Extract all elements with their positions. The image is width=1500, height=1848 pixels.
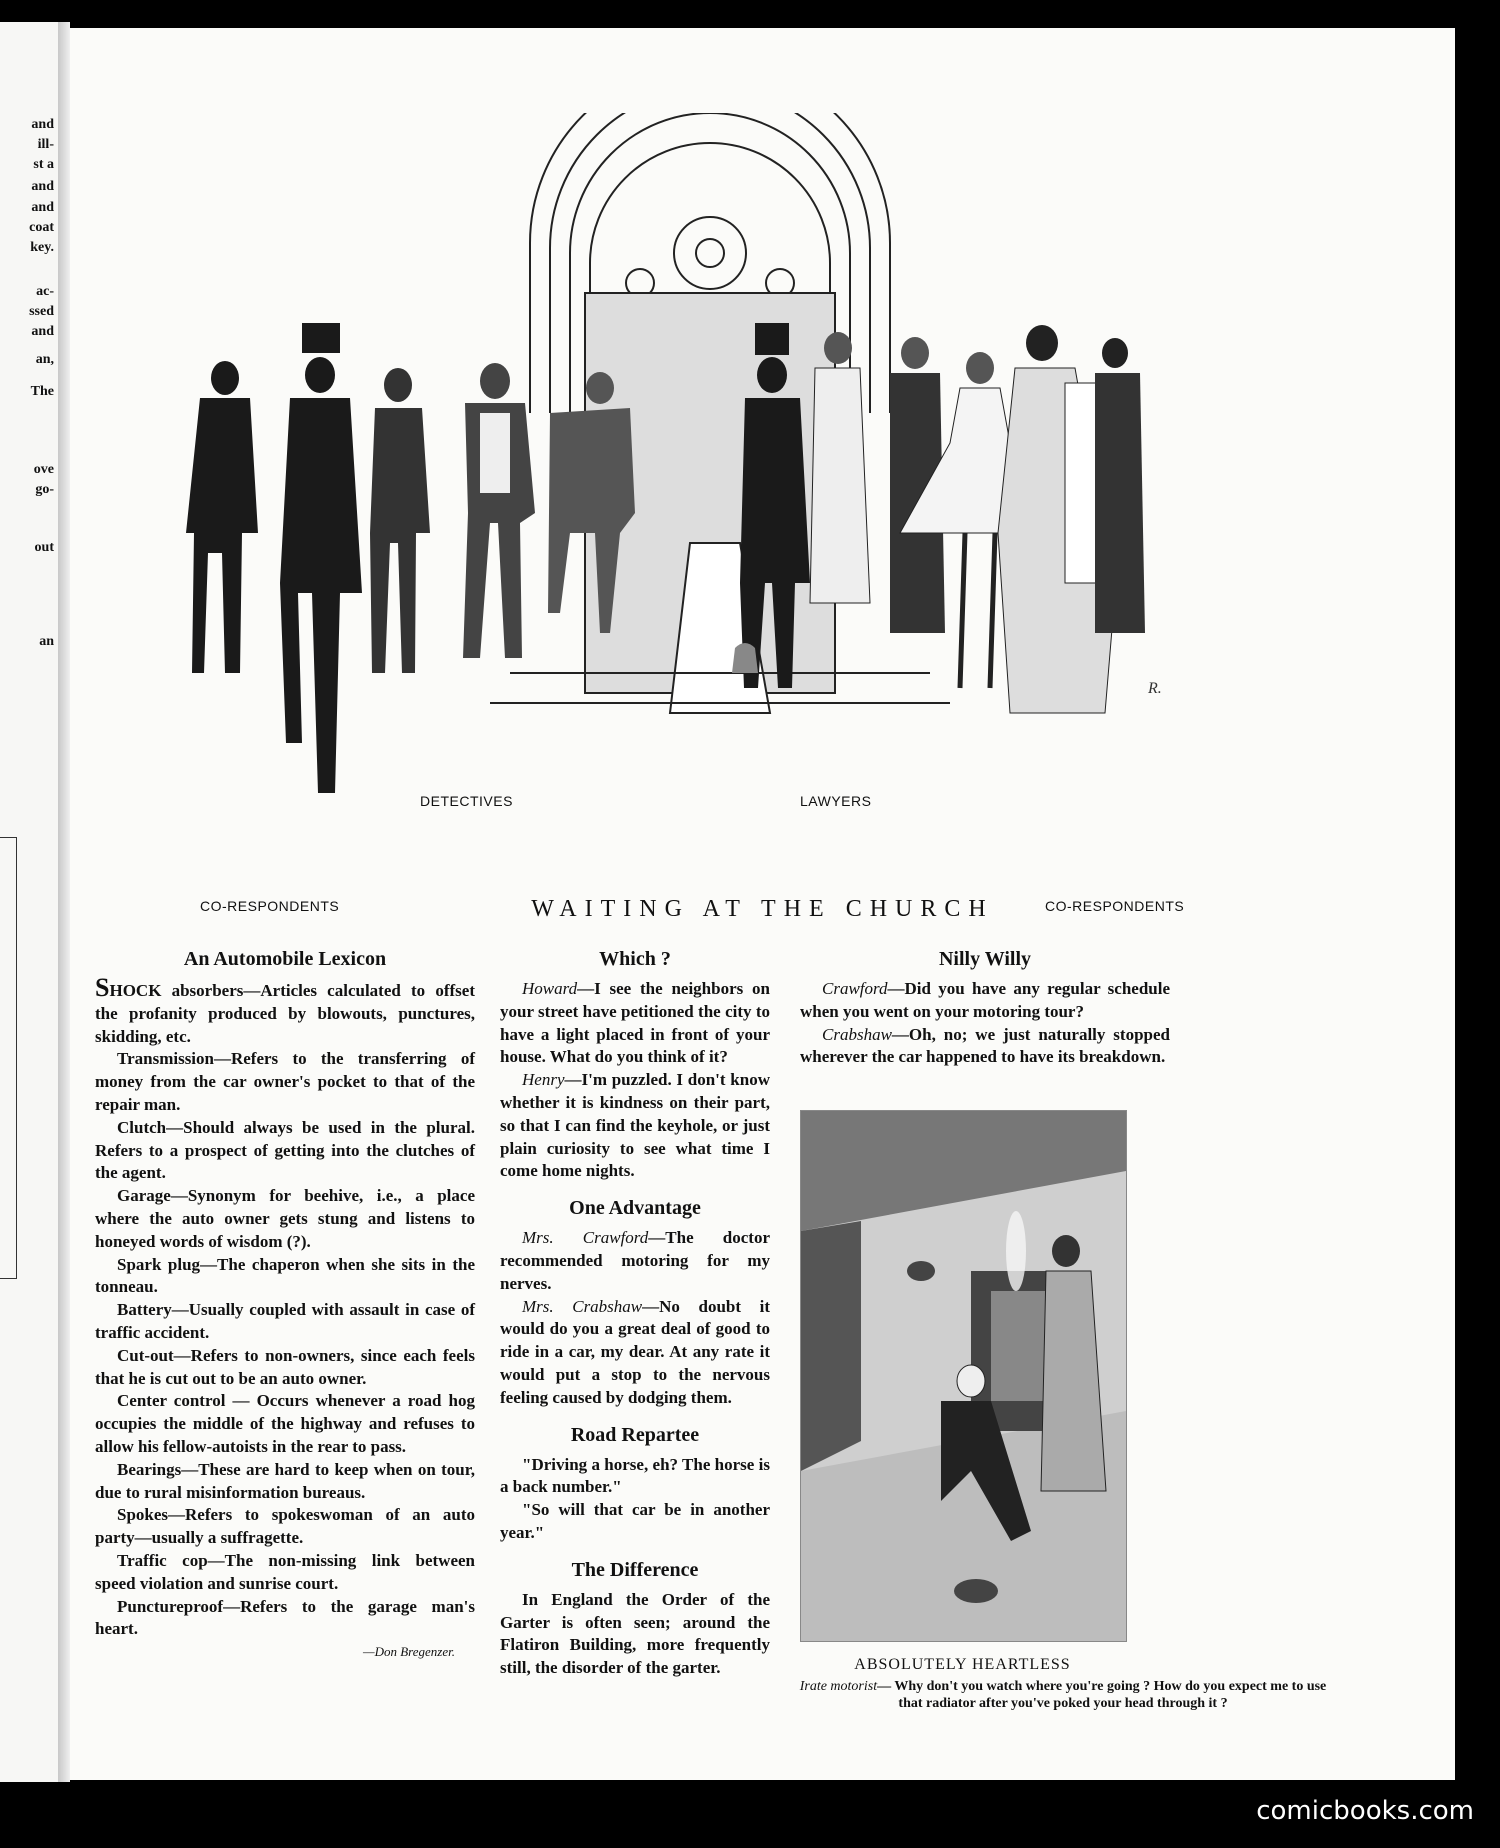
watermark: comicbooks.com (1256, 1796, 1474, 1826)
lexicon-heading: An Automobile Lexicon (183, 948, 387, 970)
nilly-heading: Nilly Willy (938, 948, 1032, 970)
left-page-fragment: out (34, 540, 54, 555)
figure-detective-2 (463, 363, 535, 658)
label-lawyers: LAWYERS (800, 793, 872, 809)
left-page-fragment: ac- (36, 284, 54, 299)
drop-cap: S (95, 973, 110, 1002)
lexicon-entry: Traffic cop—The non-missing link between speed violation and sunrise court. (95, 1550, 475, 1593)
lexicon-entry: Spokes—Refers to spokeswoman of an auto party—usually a suffragette. (95, 1505, 475, 1548)
advantage-heading: One Advantage (569, 1197, 701, 1220)
left-page-fragment: st a (33, 157, 54, 172)
lexicon-entry: Transmission—Refers to the transferring of money from the car owner's pocket to that of the repair man. (95, 1049, 475, 1114)
column-lexicon (95, 946, 475, 1664)
cartoon-caption: Irate motorist— Why don't you watch where you're going ? How do you expect me to use that radiator after you've poked your head through it ? (799, 1679, 1327, 1711)
hat-shape (954, 1579, 998, 1603)
left-page-fragment: an, (35, 352, 54, 367)
repartee-heading: Road Repartee (570, 1423, 700, 1446)
left-page-edge (0, 22, 58, 1782)
figure-detective-1 (370, 368, 430, 673)
lexicon-entry: Clutch—Should always be used in the plural. Refers to a prospect of getting into the clutches of the agent. (95, 1117, 475, 1183)
left-page-fragment: and (31, 117, 54, 132)
repartee-line-1: "Driving a horse, eh? The horse is a back number." (500, 1454, 770, 1497)
nilly-line-2: Crabshaw—Oh, no; we just naturally stopped wherever the car happened to have its breakdown. (800, 1024, 1170, 1067)
left-page-fragment: ill- (37, 137, 54, 152)
svg-text:R.: R. (1148, 680, 1162, 697)
figure-corespondent-1 (186, 361, 258, 673)
illustration-title: WAITING AT THE CHURCH (531, 896, 994, 922)
lexicon-signature: —Don Bregenzer. (363, 1644, 455, 1660)
advantage-line-1: Mrs. Crawford—The doctor recommended motoring for my nerves. (500, 1228, 770, 1293)
lexicon-entry: Punctureproof—Refers to the garage man's heart. (95, 1596, 475, 1639)
left-page-fragment: key. (30, 240, 54, 255)
left-page-fragment: ssed (29, 304, 54, 319)
left-page-fragment: and (31, 179, 54, 194)
lexicon-first-entry: SHOCK absorbers—Articles calculated to offset the profanity produced by blowouts, punctures, skidding, etc. (95, 973, 475, 1046)
label-detectives: DETECTIVES (420, 793, 513, 809)
left-page-fragment: an (39, 634, 54, 649)
lexicon-entry: Battery—Usually coupled with assault in case of traffic accident. (95, 1300, 475, 1342)
lexicon-entry: Cut-out—Refers to non-owners, since each feels that he is cut out to be an auto owner. (95, 1345, 475, 1388)
figure-corespondent-women (810, 325, 1145, 713)
difference-text: In England the Order of the Garter is often seen; around the Flatiron Building, more frequently still, the disorder of the garter. (500, 1589, 770, 1678)
advantage-line-2: Mrs. Crabshaw—No doubt it would do you a great deal of good to ride in a car, my dear. At any rate it would put a stop to the nervous feeling caused by dodging them. (500, 1296, 770, 1407)
lexicon-entry: Garage—Synonym for beehive, i.e., a place where the auto owner gets stung and listens to honeyed words of wisdom (?). (95, 1186, 475, 1251)
left-page-fragment: and (31, 200, 54, 215)
column-nilly-willy (800, 946, 1170, 1069)
magazine-page (70, 28, 1455, 1780)
column-middle (500, 946, 770, 1680)
left-page-fragment: and (31, 324, 54, 339)
left-page-fragment: ove (33, 462, 54, 477)
lexicon-entry: Bearings—These are hard to keep when on tour, due to rural misinformation bureaus. (95, 1459, 475, 1502)
page-gutter (58, 22, 70, 1782)
left-page-box (0, 837, 17, 1279)
which-line-2: Henry—I'm puzzled. I don't know whether it is kindness on their part, so that I can find the keyhole, or just plain curiosity to see what time I come home nights. (500, 1070, 770, 1181)
label-corespondents-right: CO-RESPONDENTS (1045, 898, 1185, 914)
left-page-fragment: The (30, 384, 54, 399)
label-corespondents-left: CO-RESPONDENTS (200, 898, 340, 914)
lexicon-entry: Center control — Occurs whenever a road hog occupies the middle of the highway and refuses to allow his fellow-autoists in the rear to pass. (95, 1391, 475, 1456)
figure-corespondent-2 (280, 323, 362, 793)
repartee-line-2: "So will that car be in another year." (500, 1500, 770, 1542)
difference-heading: The Difference (571, 1558, 699, 1581)
left-page-fragment: go- (35, 482, 54, 497)
left-page-fragment: coat (29, 220, 54, 235)
cartoon-picture (800, 1110, 1127, 1642)
which-heading: Which ? (599, 948, 671, 970)
which-line-1: Howard—I see the neighbors on your street have petitioned the city to have a light placed in front of your house. What do you think of it? (500, 979, 770, 1067)
lexicon-entry: Spark plug—The chaperon when she sits in the tonneau. (95, 1254, 475, 1297)
cartoon-title: ABSOLUTELY HEARTLESS (854, 1656, 1071, 1673)
nilly-line-1: Crawford—Did you have any regular schedule when you went on your motoring tour? (800, 979, 1170, 1021)
church-illustration (130, 113, 1355, 883)
